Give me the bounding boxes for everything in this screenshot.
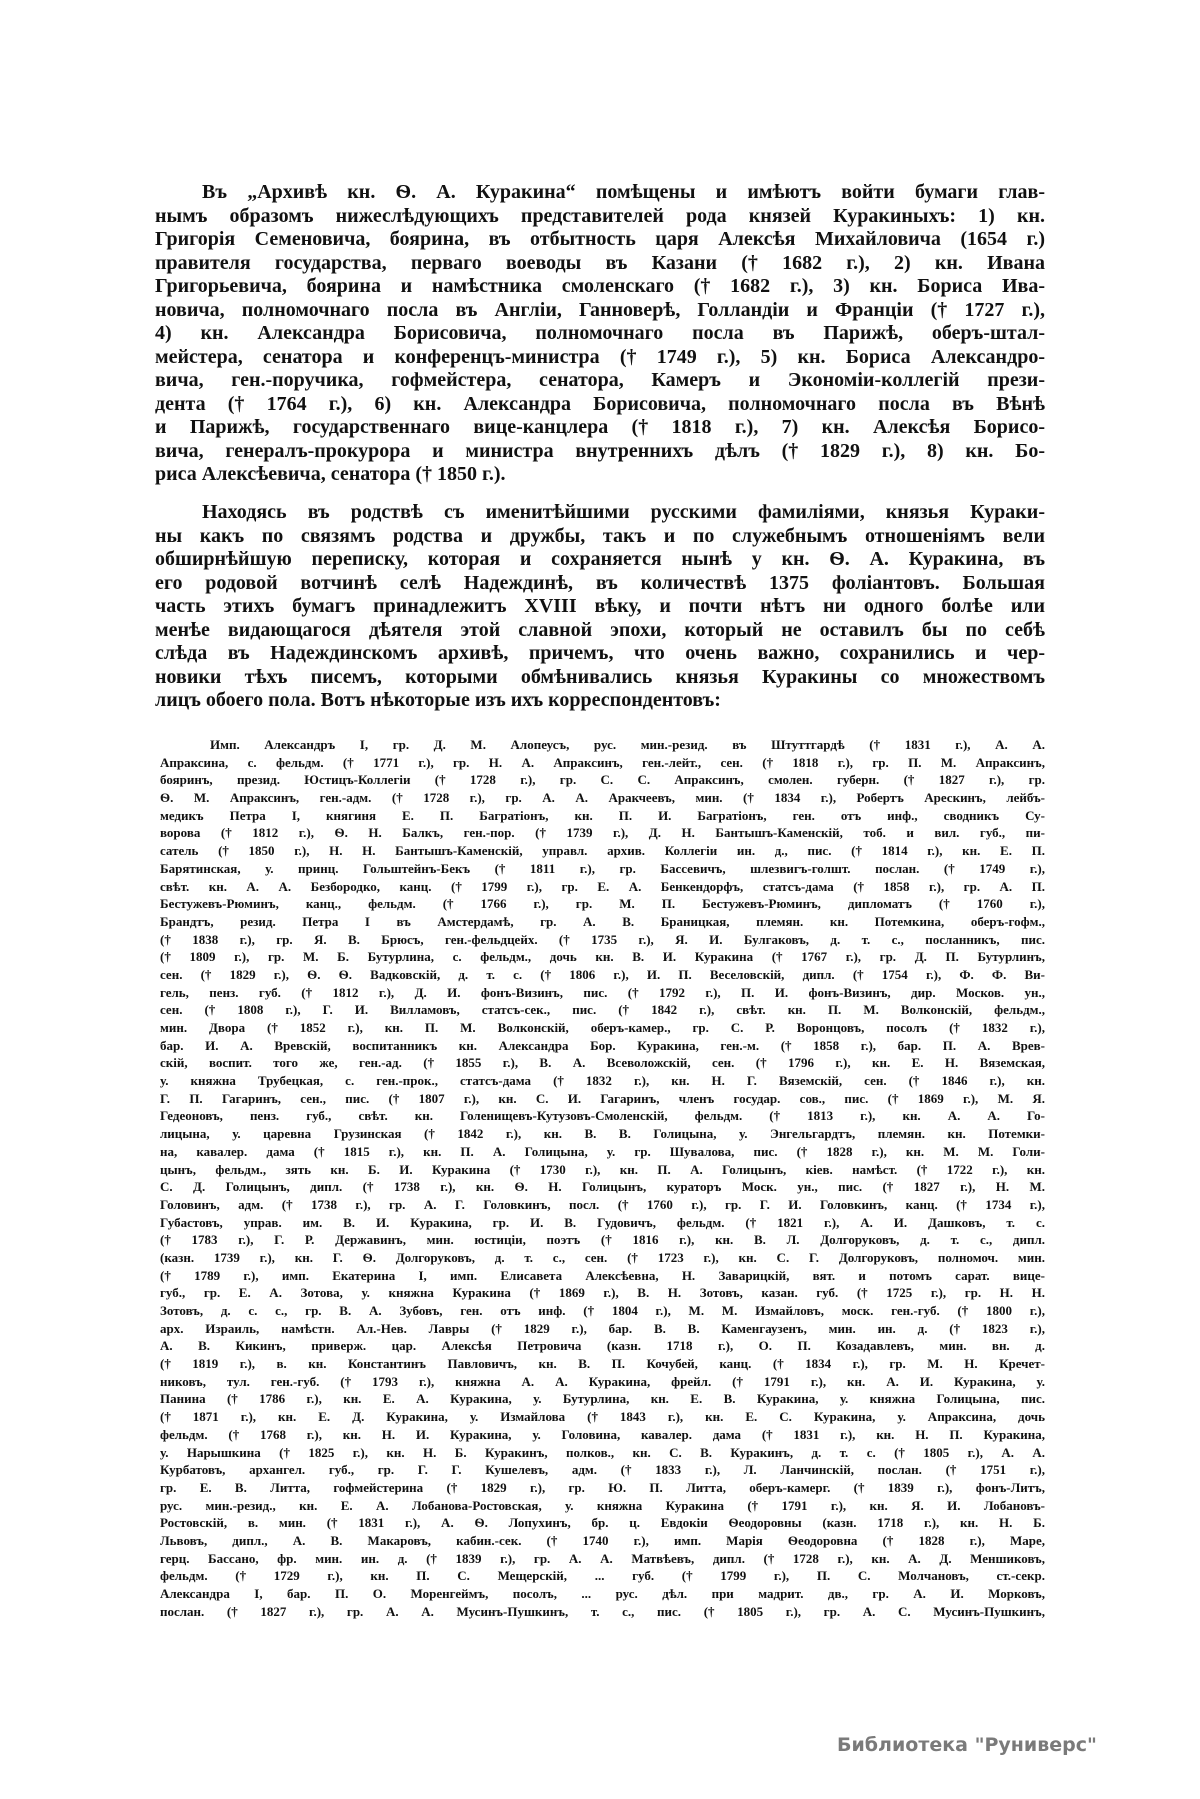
text-line-content: Г. П. Гагаринъ, сен., пис. († 1807 г.), кн. С. И. Гагаринъ, членъ государ. сов., пис. († 1869 г.), М. Я. [160,1090,1045,1106]
text-line-content: лицына, у. царевна Грузинская († 1842 г.), кн. В. В. Голицына, у. Энгельгардтъ, племян. кн. Потемки- [160,1126,1045,1142]
text-line-content: часть этихъ бумагъ принадлежитъ XVIII вѣку, и почти нѣтъ ни одного болѣе или [155,595,1045,617]
text-line [160,1125,1045,1143]
text-line-content: Находясь въ родствѣ съ именитѣйшими русскими фамиліями, князья Кураки- [202,501,1045,523]
text-line-content: († 1819 г.), в. кн. Константинъ Павловичъ, кн. В. П. Кочубей, канц. († 1834 г.), гр. М. Н. Кречет- [160,1356,1045,1372]
text-line-content: менѣе видающагося дѣятеля этой славной эпохи, который не оставилъ бы по себѣ [155,618,1045,641]
text-line [155,369,1045,393]
text-line-content: ны какъ по связямъ родства и дружбы, такъ и по служебнымъ отношеніямъ вели [155,524,1045,547]
text-line [160,1497,1045,1515]
text-line-content: фельдм. († 1729 г.), кн. П. С. Мещерскій, ... губ. († 1799 г.), П. С. Молчановъ, ст.-секр. [160,1568,1045,1584]
text-line [160,931,1045,949]
text-line [155,346,1045,370]
text-line [160,1054,1045,1072]
text-line [155,463,1045,487]
text-line [155,275,1045,299]
text-line [160,1302,1045,1320]
text-line-content: Зотовъ, д. с. с., гр. В. А. Зубовъ, ген. отъ инф. († 1804 г.), М. М. Измайловъ, моск. ген.-губ. († 1800 г.), [160,1303,1045,1318]
text-line [160,1037,1045,1055]
text-line-content: сен. († 1808 г.), Г. И. Вилламовъ, статсъ-сек., пис. († 1842 г.), свѣт. кн. П. М. Волконскій, фельдм., [160,1002,1045,1018]
text-line-content: гр. Е. В. Литта, гофмейстерина († 1829 г.), гр. Ю. П. Литта, оберъ-камерг. († 1839 г.), фонъ-Литъ, [160,1479,1045,1495]
text-line-content: Гедеоновъ, пенз. губ., свѣт. кн. Голенищевъ-Кутузовъ-Смоленскій, фельдм. († 1813 г.), кн. А. А. Го- [160,1108,1045,1124]
text-line-content: Григорьевича, боярина и намѣстника смоленскаго († 1682 г.), 3) кн. Бориса Ива- [155,275,1045,297]
text-line [160,1178,1045,1196]
text-line-content: Въ „Архивѣ кн. Ѳ. А. Куракина“ помѣщены и имѣютъ войти бумаги глав- [202,181,1045,203]
text-line-content: Имп. Александръ I, гр. Д. М. Алопеусъ, рус. мин.-резид. въ Штуттгардѣ († 1831 г.), А. А. [210,737,1045,752]
text-line [155,619,1045,643]
text-line-content: свѣт. кн. А. А. Безбородко, канц. († 1799 г.), гр. Е. А. Бенкендорфъ, статсъ-дама († 1858 г.), гр. А. П. [160,878,1045,894]
text-line-content: сен. († 1829 г.), Ѳ. Ѳ. Вадковскій, д. т. с. († 1806 г.), И. П. Веселовскій, дипл. († 1754 г.), Ф. Ф. Ви- [160,966,1045,982]
text-line [160,1603,1045,1621]
text-line [160,771,1045,789]
text-line-content: бояринъ, презид. Юстицъ-Коллегіи († 1728 г.), гр. С. С. Апраксинъ, смолен. губерн. († 1827 г.), гр. [160,772,1045,788]
text-line [160,1567,1045,1585]
text-line [160,789,1045,807]
text-line-content: фельдм. († 1768 г.), кн. Н. И. Куракина, у. Головина, кавалер. дама († 1831 г.), кн. Н. П. Куракина, [160,1426,1045,1442]
paragraph-correspondence [155,501,1045,713]
text-line [160,736,1045,754]
text-line [160,1426,1045,1444]
text-line [160,984,1045,1002]
text-line-content: новича, полномочнаго посла въ Англіи, Ганноверѣ, Голландіи и Франціи († 1727 г.), [155,298,1045,321]
text-line-content: никовъ, тул. ген.-губ. († 1793 г.), княжна А. А. Куракина, фрейл. († 1791 г.), кн. А. И. Куракина, у. [160,1373,1045,1389]
text-line-content: нымъ образомъ нижеслѣдующихъ представителей рода князей Куракиныхъ: 1) кн. [155,204,1045,227]
text-line-content: мин. Двора († 1852 г.), кн. П. М. Волконскій, оберъ-камер., гр. С. Р. Воронцовъ, посолъ († 1832 г.), [160,1020,1045,1035]
text-line-content: скій, воспит. того же, ген.-ад. († 1855 г.), В. А. Всеволожскій, сен. († 1796 г.), кн. Е. Н. Вяземская, [160,1055,1045,1071]
text-line-content: медикъ Петра I, княгиня Е. П. Багратіонъ, кн. П. И. Багратіонъ, ген. отъ инф., сводникъ Су- [160,807,1045,823]
text-line [160,1214,1045,1232]
text-line [160,1373,1045,1391]
text-line [155,228,1045,252]
text-line-content: Брандтъ, резид. Петра I въ Амстердамѣ, гр. А. В. Браницкая, племян. кн. Потемкина, оберъ-гофм., [160,913,1045,929]
text-line [160,1532,1045,1550]
text-line [155,181,1045,205]
text-line [160,1408,1045,1426]
text-line [155,440,1045,464]
text-line [160,1514,1045,1532]
text-line [160,1355,1045,1373]
text-line-content: герц. Бассано, фр. мин. ин. д. († 1839 г.), гр. А. А. Матвѣевъ, дипл. († 1728 г.), кн. А. Д. Меншиковъ, [160,1550,1045,1566]
text-line [160,913,1045,931]
text-line [160,895,1045,913]
text-line-content: губ., гр. Е. А. Зотова, у. княжна Куракина († 1869 г.), В. Н. Зотовъ, казан. губ. († 1725 г.), гр. Н. Н. [160,1285,1045,1301]
text-line [160,1550,1045,1568]
text-line-content: А. В. Кикинъ, приверж. цар. Алексѣя Петровича (казн. 1718 г.), О. П. Козадавлевъ, мин. вн. д. [160,1338,1045,1354]
text-line-content: правителя государства, перваго воеводы въ Казани († 1682 г.), 2) кн. Ивана [155,251,1045,274]
text-line-content: дента († 1764 г.), 6) кн. Александра Борисовича, полномочнаго посла въ Вѣнѣ [155,392,1045,415]
text-line-content: послан. († 1827 г.), гр. А. А. Мусинъ-Пушкинъ, т. с., пис. († 1805 г.), гр. А. С. Мусинъ-Пушкинъ, [160,1603,1045,1619]
text-line-content: сатель († 1850 г.), Н. Н. Бантышъ-Каменскій, управл. архив. Коллегіи ин. д., пис. († 1814 г.), кн. Е. П. [160,843,1045,859]
text-line-content: цынъ, фельдм., зять кн. Б. И. Куракина († 1730 г.), кн. П. А. Голицынъ, кіев. намѣст. († 1722 г.), кн. [160,1161,1045,1177]
text-line-content: Головинъ, адм. († 1738 г.), гр. А. Г. Головкинъ, посл. († 1760 г.), гр. Г. И. Головкинъ, канц. († 1734 г.), [160,1196,1045,1212]
text-line-content: мейстера, сенатора и конференцъ-министра († 1749 г.), 5) кн. Бориса Александро- [155,345,1045,368]
text-line-content: Апраксина, с. фельдм. († 1771 г.), гр. Н. А. Апраксинъ, ген.-лейт., сен. († 1818 г.), гр. П. М. Апраксинъ, [160,754,1045,770]
text-line-content: 4) кн. Александра Борисовича, полномочнаго посла въ Парижѣ, оберъ-штал- [155,322,1045,344]
text-line [155,689,1045,713]
text-line [155,642,1045,666]
text-line [155,666,1045,690]
library-watermark: Библиотека "Руниверс" [837,1734,1097,1756]
text-line-content: Панина († 1786 г.), кн. Е. А. Куракина, у. Бутурлина, кн. Е. В. Куракина, у. княжна Голицына, пис. [160,1391,1045,1407]
text-line [160,1267,1045,1285]
text-line-content: († 1789 г.), имп. Екатерина I, имп. Елисавета Алексѣевна, Н. Заварицкій, вят. и потомъ сарат. вице- [160,1267,1045,1283]
text-line [160,1001,1045,1019]
text-line-content: у. княжна Трубецкая, с. ген.-прок., статсъ-дама († 1832 г.), кн. Н. Г. Вяземскій, сен. († 1846 г.), кн. [160,1073,1045,1089]
text-line [155,322,1045,346]
text-line-content: и Парижѣ, государственнаго вице-канцлера († 1818 г.), 7) кн. Алексѣя Борисо- [155,416,1045,438]
text-line-content: Ростовскій, в. мин. († 1831 г.), А. Ѳ. Лопухинъ, бр. ц. Евдокіи Ѳеодоровны (казн. 1718 г.), кн. Н. Б. [160,1515,1045,1531]
text-line [160,1337,1045,1355]
text-line [160,842,1045,860]
text-line [160,1479,1045,1497]
text-line-content: риса Алексѣевича, сенатора († 1850 г.). [155,463,506,485]
text-line [160,948,1045,966]
text-line [160,1161,1045,1179]
text-line-content: Барятинская, у. принц. Гольштейнъ-Бекъ († 1811 г.), гр. Бассевичъ, шлезвигъ-голшт. послан. († 1749 г.), [160,860,1045,876]
text-line [160,807,1045,825]
text-line [160,1461,1045,1479]
text-line [160,824,1045,842]
text-line-content: новики тѣхъ писемъ, которыми обмѣнивались князья Куракины со множествомъ [155,665,1045,688]
text-line [155,525,1045,549]
text-line-content: Ѳ. М. Апраксинъ, ген.-адм. († 1728 г.), гр. А. А. Аракчеевъ, мин. († 1834 г.), Робертъ Арескинъ, лейбъ- [160,790,1045,806]
text-line [160,754,1045,772]
text-line [160,1196,1045,1214]
text-line-content: († 1809 г.), гр. М. Б. Бутурлина, с. фельдм., дочь кн. В. И. Куракина († 1767 г.), гр. Д. П. Бутурлинъ, [160,949,1045,965]
text-line-content: вича, ген.-поручика, гофмейстера, сенатора, Камеръ и Экономіи-коллегій прези- [155,369,1045,391]
text-line-content: Григорія Семеновича, боярина, въ отбытность царя Алексѣя Михайловича (1654 г.) [155,228,1045,250]
text-line [155,299,1045,323]
text-line [160,1585,1045,1603]
text-line [155,572,1045,596]
text-line-content: С. Д. Голицынъ, дипл. († 1738 г.), кн. Ѳ. Н. Голицынъ, кураторъ Моск. ун., пис. († 1827 г.), Н. М. [160,1179,1045,1195]
text-line-content: Губастовъ, управ. им. В. И. Куракина, гр. И. В. Гудовичъ, фельдм. († 1821 г.), А. И. Дашковъ, т. с. [160,1214,1045,1230]
text-line-content: у. Нарышкина († 1825 г.), кн. Н. Б. Куракинъ, полков., кн. С. В. Куракинъ, д. т. с. († 1805 г.), А. А. [160,1444,1045,1460]
text-line [155,595,1045,619]
text-line-content: († 1871 г.), кн. Е. Д. Куракина, у. Измайлова († 1843 г.), кн. Е. С. Куракина, у. Апраксина, дочь [160,1409,1045,1425]
text-line [160,1231,1045,1249]
text-line [160,860,1045,878]
text-line-content: вича, генералъ-прокурора и министра внутреннихъ дѣлъ († 1829 г.), 8) кн. Бо- [155,439,1045,462]
text-line [160,1143,1045,1161]
text-line-content: рус. мин.-резид., кн. Е. А. Лобанова-Ростовская, у. княжна Куракина († 1791 г.), кн. Я. И. Лобановъ- [160,1497,1045,1513]
text-line [155,252,1045,276]
text-line-content: Львовъ, дипл., А. В. Макаровъ, кабин.-сек. († 1740 г.), имп. Марія Ѳеодоровна († 1828 г.), Маре, [160,1532,1045,1548]
text-line [160,1390,1045,1408]
text-line-content: Александра I, бар. П. О. Моренгеймъ, посолъ, ... рус. дѣл. при мадрит. дв., гр. А. И. Морковъ, [160,1586,1045,1601]
text-line [160,1090,1045,1108]
text-line [160,1107,1045,1125]
text-line [160,1284,1045,1302]
text-line [160,1072,1045,1090]
paragraph-archive-description [155,181,1045,487]
text-line-content: арх. Израиль, намѣстн. Ал.-Нев. Лавры († 1829 г.), бар. В. В. Каменгаузенъ, мин. ин. д. († 1823 г.), [160,1320,1045,1336]
text-line-content: (казн. 1739 г.), кн. Г. Ѳ. Долгоруковъ, д. т. с., сен. († 1723 г.), кн. С. Г. Долгоруковъ, полномоч. мин. [160,1249,1045,1265]
text-line-content: бар. И. А. Вревскій, воспитанникъ кн. Александра Бор. Куракина, ген.-м. († 1858 г.), бар. П. А. Врев- [160,1037,1045,1053]
text-line-content: Курбатовъ, архангел. губ., гр. Г. Г. Кушелевъ, адм. († 1833 г.), Л. Ланчинскій, послан. († 1751 г.), [160,1462,1045,1478]
text-line-content: слѣда въ Надеждинскомъ архивѣ, причемъ, что очень важно, сохранились и чер- [155,642,1045,664]
text-line-content: († 1783 г.), Г. Р. Державинъ, мин. юстиціи, поэтъ († 1816 г.), кн. В. Л. Долгоруковъ, д. т. с., дипл. [160,1232,1045,1248]
text-line [155,416,1045,440]
text-line [160,878,1045,896]
text-line-content: гель, пенз. губ. († 1812 г.), Д. И. фонъ-Визинъ, пис. († 1792 г.), П. И. фонъ-Визинъ, дир. Москов. ун., [160,984,1045,1000]
text-line [160,1444,1045,1462]
text-line [155,501,1045,525]
text-line [160,1019,1045,1037]
text-line-content: лицъ обоего пола. Вотъ нѣкоторые изъ ихъ корреспондентовъ: [155,689,721,711]
text-line [155,548,1045,572]
text-line-content: на, кавалер. дама († 1815 г.), кн. П. А. Голицына, у. гр. Шувалова, пис. († 1828 г.), кн. М. М. Голи- [160,1143,1045,1159]
text-line [160,966,1045,984]
text-line-content: († 1838 г.), гр. Я. В. Брюсъ, ген.-фельдцейх. († 1735 г.), Я. И. Булгаковъ, д. т. с., посланникъ, пис. [160,931,1045,947]
text-line [155,205,1045,229]
text-line [155,393,1045,417]
text-line-content: обширнѣйшую переписку, которая и сохраняется нынѣ у кн. Ѳ. А. Куракина, въ [155,548,1045,570]
text-line-content: его родовой вотчинѣ селѣ Надеждинѣ, въ количествѣ 1375 фоліантовъ. Большая [155,571,1045,594]
text-line-content: Бестужевъ-Рюминъ, канц., фельдм. († 1766 г.), гр. М. П. Бестужевъ-Рюминъ, дипломатъ († 1760 г.), [160,896,1045,912]
text-line-content: ворова († 1812 г.), Ѳ. Н. Балкъ, ген.-пор. († 1739 г.), Д. Н. Бантышъ-Каменскій, тоб. и вил. губ., пи- [160,825,1045,841]
text-line [160,1320,1045,1338]
correspondents-list [160,736,1045,1620]
text-line [160,1249,1045,1267]
